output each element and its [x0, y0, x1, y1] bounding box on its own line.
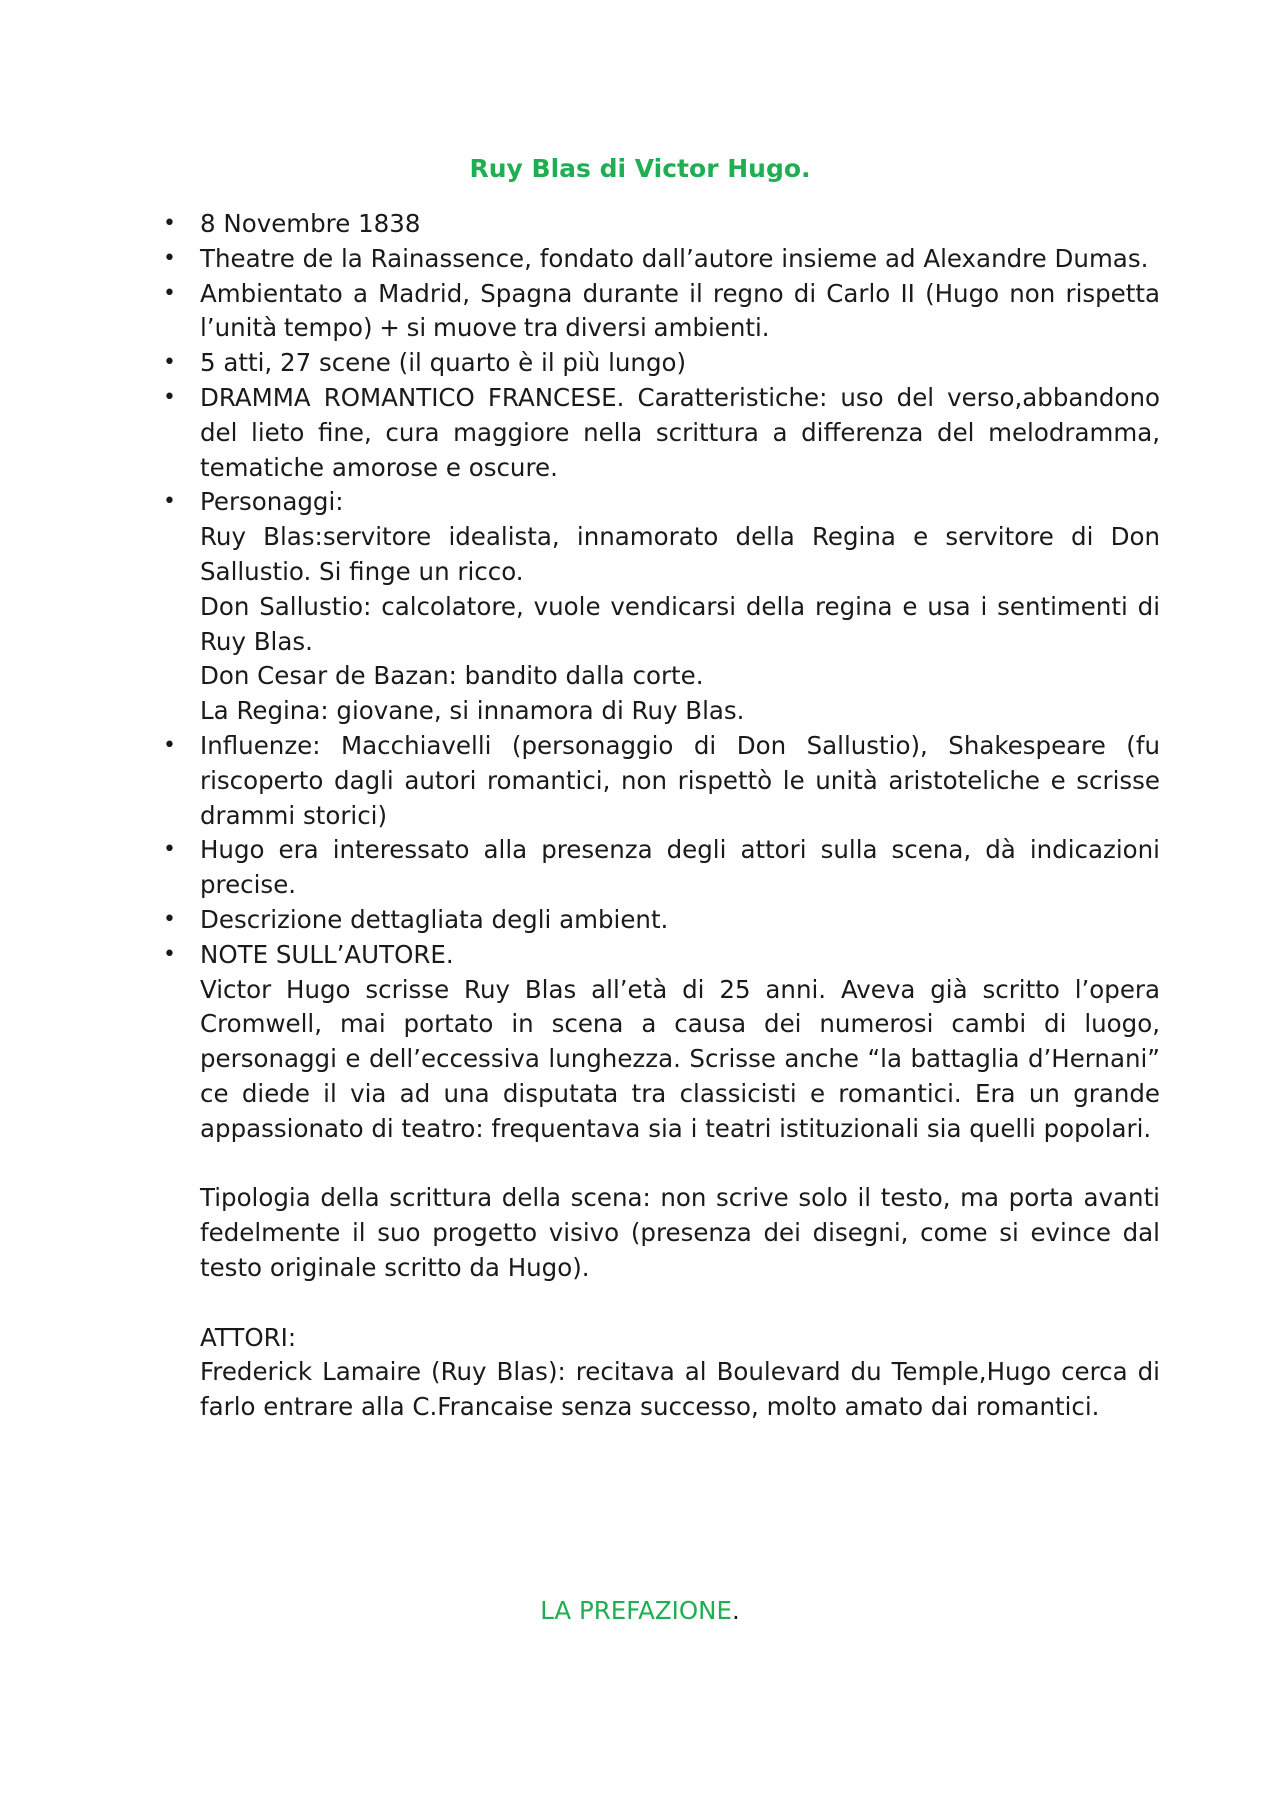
- section-heading-punctuation: .: [731, 1596, 740, 1625]
- paragraph: • DRAMMA ROMANTICO FRANCESE. Caratteristiche: uso del verso,abbandono del lieto fine, cura maggiore nella scrittura a differenza del melodramma, tematiche amorose e oscure.: [200, 382, 1160, 482]
- bullet-list: [200, 207, 1160, 1425]
- paragraph: • Descrizione dettagliata degli ambient.: [200, 904, 669, 934]
- document-title: Ruy Blas di Victor Hugo.: [469, 154, 811, 183]
- paragraph: • Theatre de la Rainassence, fondato dall’autore insieme ad Alexandre Dumas.: [200, 243, 1149, 273]
- paragraph: • Personaggi:: [200, 487, 344, 517]
- paragraph: La Regina: giovane, si innamora di Ruy Blas.: [200, 696, 745, 726]
- list-item: [200, 729, 1160, 833]
- paragraph: • 5 atti, 27 scene (il quarto è il più lungo): [200, 348, 687, 378]
- blank-line: [200, 1147, 1160, 1182]
- paragraph: • NOTE SULL’AUTORE.: [200, 939, 454, 969]
- paragraph: Don Cesar de Bazan: bandito dalla corte.: [200, 661, 704, 691]
- section-heading-text: LA PREFAZIONE: [540, 1596, 732, 1625]
- paragraph: Ruy Blas:servitore idealista, innamorato della Regina e servitore di Don Sallustio. Si finge un ricco.: [200, 522, 1160, 586]
- list-item: [200, 277, 1160, 347]
- paragraph: • Ambientato a Madrid, Spagna durante il regno di Carlo II (Hugo non rispetta l’unità tempo) + si muove tra diversi ambienti.: [200, 278, 1160, 343]
- list-item: [200, 903, 1160, 938]
- paragraph: Frederick Lamaire (Ruy Blas): recitava al Boulevard du Temple,Hugo cerca di farlo entrare alla C.Francaise senza successo, molto amato dai romantici.: [200, 1357, 1160, 1422]
- paragraph: ATTORI:: [200, 1322, 297, 1352]
- paragraph: Victor Hugo scrisse Ruy Blas all’età di 25 anni. Aveva già scritto l’opera Cromwell, mai portato in scena a causa dei numerosi cambi di luogo, personaggi e dell’eccessiva lunghezza. Scrisse anche “la battaglia d’Hernani” ce diede il via ad una disputata tra classicisti e romantici. Era un grande appassionato di teatro: frequentava sia i teatri istituzionali sia quelli popolari.: [200, 974, 1160, 1143]
- list-item: [200, 938, 1160, 1425]
- paragraph: Tipologia della scrittura della scena: non scrive solo il testo, ma porta avanti fedelmente il suo progetto visivo (presenza dei disegni, come si evince dal testo originale scritto da Hugo).: [200, 1183, 1160, 1282]
- paragraph: • Hugo era interessato alla presenza degli attori sulla scena, dà indicazioni precise.: [200, 835, 1160, 900]
- section-heading: [0, 1594, 1280, 1628]
- list-item: [200, 207, 1160, 242]
- list-item: [200, 485, 1160, 729]
- list-item: [200, 381, 1160, 485]
- paragraph: Don Sallustio: calcolatore, vuole vendicarsi della regina e usa i sentimenti di Ruy Blas.: [200, 591, 1160, 656]
- blank-line: [200, 1286, 1160, 1321]
- list-item: [200, 346, 1160, 381]
- list-item: [200, 242, 1160, 277]
- list-item: [200, 833, 1160, 903]
- paragraph: • 8 Novembre 1838: [200, 209, 421, 238]
- paragraph: • Influenze: Macchiavelli (personaggio di Don Sallustio), Shakespeare (fu riscoperto dagli autori romantici, non rispettò le unità aristoteliche e scrisse drammi storici): [200, 730, 1160, 830]
